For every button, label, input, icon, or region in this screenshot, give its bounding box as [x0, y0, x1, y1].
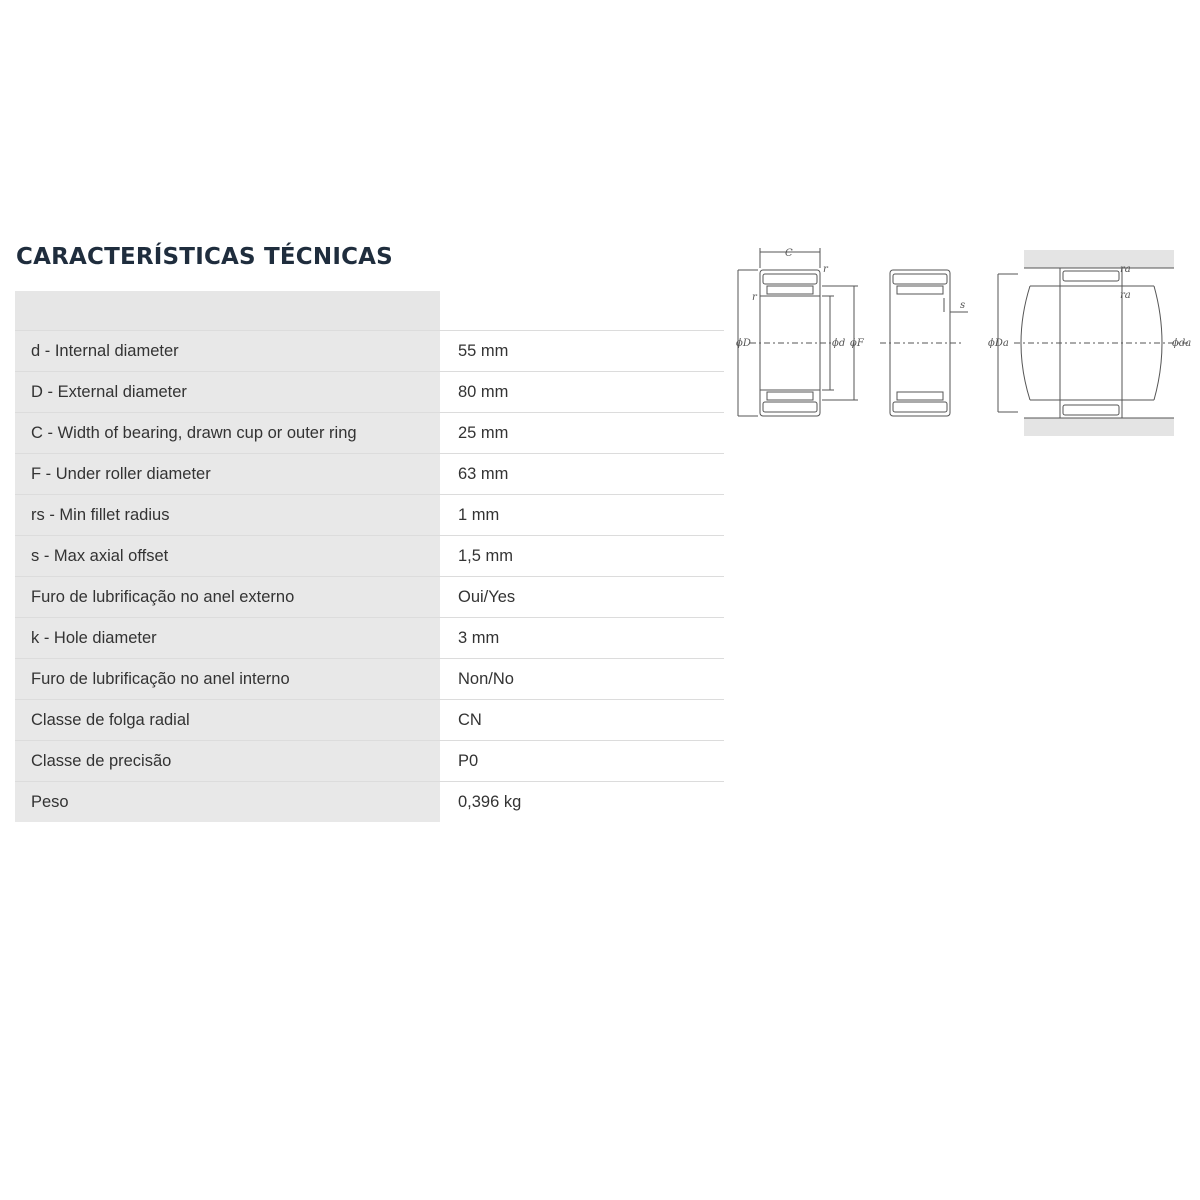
- label-r: r: [823, 264, 828, 275]
- table-row: [15, 372, 724, 413]
- label-ra-top: ra: [1120, 264, 1131, 275]
- spec-value: P0: [440, 741, 724, 782]
- table-header-row: [15, 291, 724, 331]
- spec-value: 1,5 mm: [440, 536, 724, 577]
- table-row: [15, 782, 724, 823]
- table-row: [15, 741, 724, 782]
- spec-table: [15, 291, 724, 822]
- spec-label: Peso: [15, 782, 440, 823]
- table-row: [15, 454, 724, 495]
- label-phi-d-inner: ϕd: [832, 338, 846, 349]
- table-row: [15, 618, 724, 659]
- header-cell-label: [15, 291, 440, 331]
- spec-value: CN: [440, 700, 724, 741]
- bearing-cross-section-diagram: [730, 238, 1200, 443]
- table-row: [15, 659, 724, 700]
- spec-value: 55 mm: [440, 331, 724, 372]
- label-phi-f: ϕF: [850, 338, 864, 349]
- spec-value: 63 mm: [440, 454, 724, 495]
- spec-label: Furo de lubrificação no anel interno: [15, 659, 440, 700]
- table-row: [15, 700, 724, 741]
- table-row: [15, 331, 724, 372]
- spec-value: 80 mm: [440, 372, 724, 413]
- bearing-with-inner-ring-drawing: [738, 248, 858, 416]
- label-phi-da-inner: ϕda: [1172, 338, 1192, 349]
- spec-label: D - External diameter: [15, 372, 440, 413]
- spec-label: F - Under roller diameter: [15, 454, 440, 495]
- table-row: [15, 577, 724, 618]
- bearing-drawings: [730, 238, 1200, 443]
- spec-label: k - Hole diameter: [15, 618, 440, 659]
- spec-label: s - Max axial offset: [15, 536, 440, 577]
- mounting-drawing: [998, 250, 1190, 436]
- spec-value: 0,396 kg: [440, 782, 724, 823]
- spec-value: 3 mm: [440, 618, 724, 659]
- table-row: [15, 536, 724, 577]
- spec-value: 1 mm: [440, 495, 724, 536]
- spec-label: C - Width of bearing, drawn cup or outer ring: [15, 413, 440, 454]
- label-r-side: r: [752, 292, 757, 303]
- table-row: [15, 413, 724, 454]
- spec-label: rs - Min fillet radius: [15, 495, 440, 536]
- label-c: C: [785, 248, 793, 259]
- table-row: [15, 495, 724, 536]
- section-title: CARACTERÍSTICAS TÉCNICAS: [16, 244, 393, 270]
- spec-value: Oui/Yes: [440, 577, 724, 618]
- spec-label: Classe de precisão: [15, 741, 440, 782]
- spec-value: 25 mm: [440, 413, 724, 454]
- spec-label: d - Internal diameter: [15, 331, 440, 372]
- spec-value: Non/No: [440, 659, 724, 700]
- label-s: s: [960, 300, 966, 311]
- label-phi-da-outer: ϕDa: [988, 338, 1009, 349]
- spec-label: Furo de lubrificação no anel externo: [15, 577, 440, 618]
- header-cell-value: [440, 291, 724, 331]
- label-phi-d-outer: ϕD: [736, 338, 751, 349]
- bearing-without-inner-ring-drawing: [880, 270, 968, 416]
- spec-label: Classe de folga radial: [15, 700, 440, 741]
- label-ra: ra: [1120, 290, 1131, 301]
